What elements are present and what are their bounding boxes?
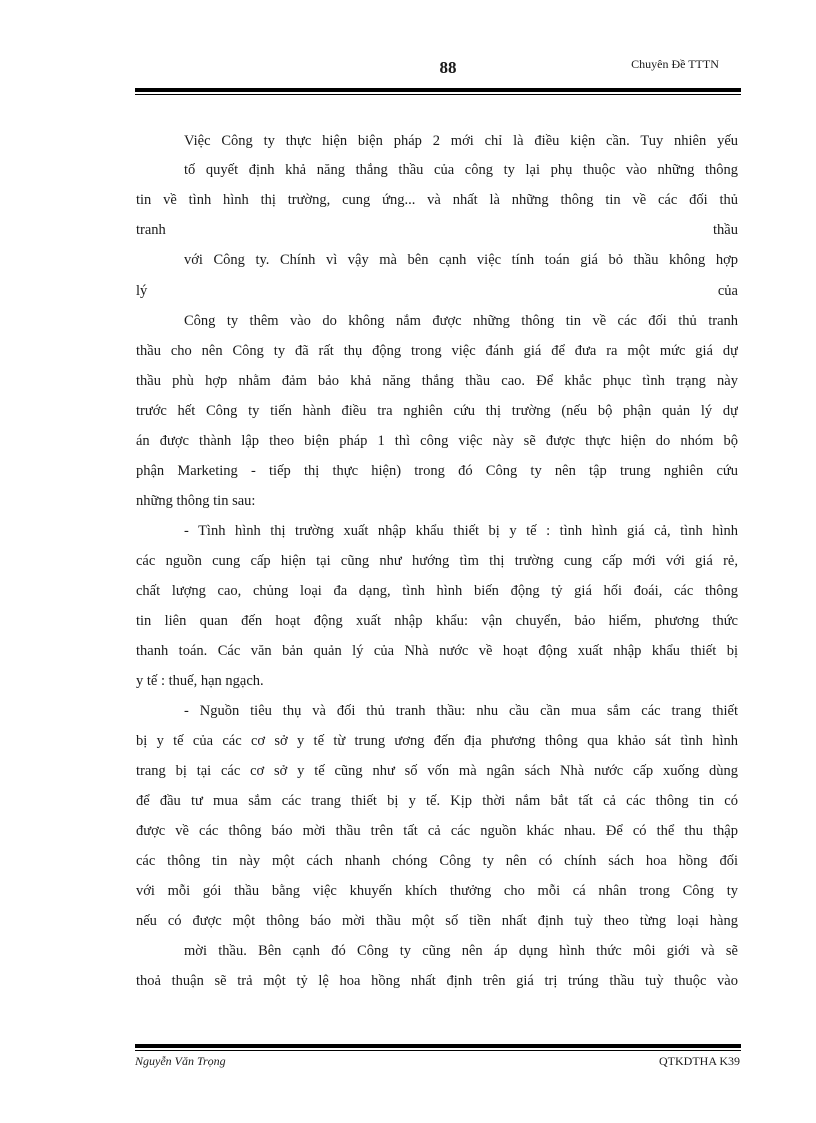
text-line: nếu có được một thông báo mời thầu một số tiền nhất định tuỳ theo từng loại hàng bbox=[136, 913, 738, 929]
text-line: - Tình hình thị trường xuất nhập khẩu thiết bị y tế : tình hình giá cả, tình hình bbox=[184, 523, 738, 539]
text-line: tin về tình hình thị trường, cung ứng... và nhất là những thông tin về các đối thủ bbox=[136, 192, 738, 208]
text-line: thanh toán. Các văn bản quản lý của Nhà nước về hoạt động xuất nhập khẩu thiết bị bbox=[136, 643, 738, 659]
text-line: lý bbox=[136, 283, 148, 299]
footer-class: QTKDTHA K39 bbox=[659, 1054, 740, 1068]
text-line: thầu cho nên Công ty đã rất thụ động trong việc đánh giá để đưa ra một mức giá dự bbox=[136, 343, 738, 359]
text-line: trước hết Công ty tiến hành điều tra nghiên cứu thị trường (nếu bộ phận quản lý dự bbox=[136, 403, 738, 419]
text-line: thoả thuận sẽ trả một tỷ lệ hoa hồng nhất định trên giá trị trúng thầu tuỳ thuộc vào bbox=[136, 973, 738, 989]
footer-rule-thin bbox=[135, 1050, 741, 1051]
text-line: những thông tin sau: bbox=[136, 493, 256, 509]
text-line: với Công ty. Chính vì vậy mà bên cạnh việc tính toán giá bỏ thầu không hợp bbox=[184, 252, 738, 268]
text-line: tố quyết định khả năng thắng thầu của công ty lại phụ thuộc vào những thông bbox=[184, 162, 738, 178]
text-line: để đầu tư mua sắm các trang thiết bị y tế. Kịp thời nắm bắt tất cả các thông tin có bbox=[136, 793, 738, 809]
text-line: phận Marketing - tiếp thị thực hiện) trong đó Công ty nên tập trung nghiên cứu bbox=[136, 463, 738, 479]
text-line: với mỗi gói thầu bằng việc khuyến khích thưởng cho mỗi cá nhân trong Công ty bbox=[136, 883, 738, 899]
footer-rule-thick bbox=[135, 1044, 741, 1048]
text-line: án được thành lập theo biện pháp 1 thì công việc này sẽ được thực hiện do nhóm bộ bbox=[136, 433, 738, 449]
text-line: thầu phù hợp nhằm đảm bảo khả năng thắng thầu cao. Để khắc phục tình trạng này bbox=[136, 373, 738, 389]
header-title: Chuyên Đề TTTN bbox=[631, 57, 719, 71]
text-line: bị y tế của các cơ sở y tế từ trung ương đến địa phương thông qua khảo sát tình hình bbox=[136, 733, 738, 749]
text-line: mời thầu. Bên cạnh đó Công ty cũng nên áp dụng hình thức môi giới và sẽ bbox=[184, 943, 738, 959]
page-number: 88 bbox=[439, 58, 457, 77]
text-line: y tế : thuế, hạn ngạch. bbox=[136, 673, 264, 689]
text-line: - Nguồn tiêu thụ và đối thủ tranh thầu: nhu cầu cần mua sắm các trang thiết bbox=[184, 703, 738, 719]
text-line: của bbox=[717, 283, 738, 299]
text-line: trang bị tại các cơ sở y tế cũng như số vốn mà ngân sách Nhà nước cấp xuống dùng bbox=[136, 763, 738, 779]
text-line: các nguồn cung cấp hiện tại cũng như hướng tìm thị trường cung cấp mới với giá rẻ, bbox=[136, 553, 738, 569]
text-line: Công ty thêm vào do không nắm được những thông tin về các đối thủ tranh bbox=[184, 313, 738, 329]
text-line: thầu bbox=[713, 222, 738, 238]
text-line: các thông tin này một cách nhanh chóng Công ty nên có chính sách hoa hồng đối bbox=[136, 853, 738, 869]
text-line: tin liên quan đến hoạt động xuất nhập khẩu: vận chuyển, bảo hiểm, phương thức bbox=[136, 613, 738, 629]
text-line: Việc Công ty thực hiện biện pháp 2 mới chỉ là điều kiện cần. Tuy nhiên yếu bbox=[184, 133, 738, 149]
footer-author: Nguyễn Văn Trọng bbox=[135, 1054, 226, 1068]
text-line: được về các thông báo mời thầu trên tất cả các nguồn khác nhau. Để có thể thu thập bbox=[136, 823, 738, 839]
text-line: chất lượng cao, chủng loại đa dạng, tình hình biến động tỷ giá hối đoái, các thông bbox=[136, 583, 738, 599]
text-line: tranh bbox=[136, 222, 166, 238]
